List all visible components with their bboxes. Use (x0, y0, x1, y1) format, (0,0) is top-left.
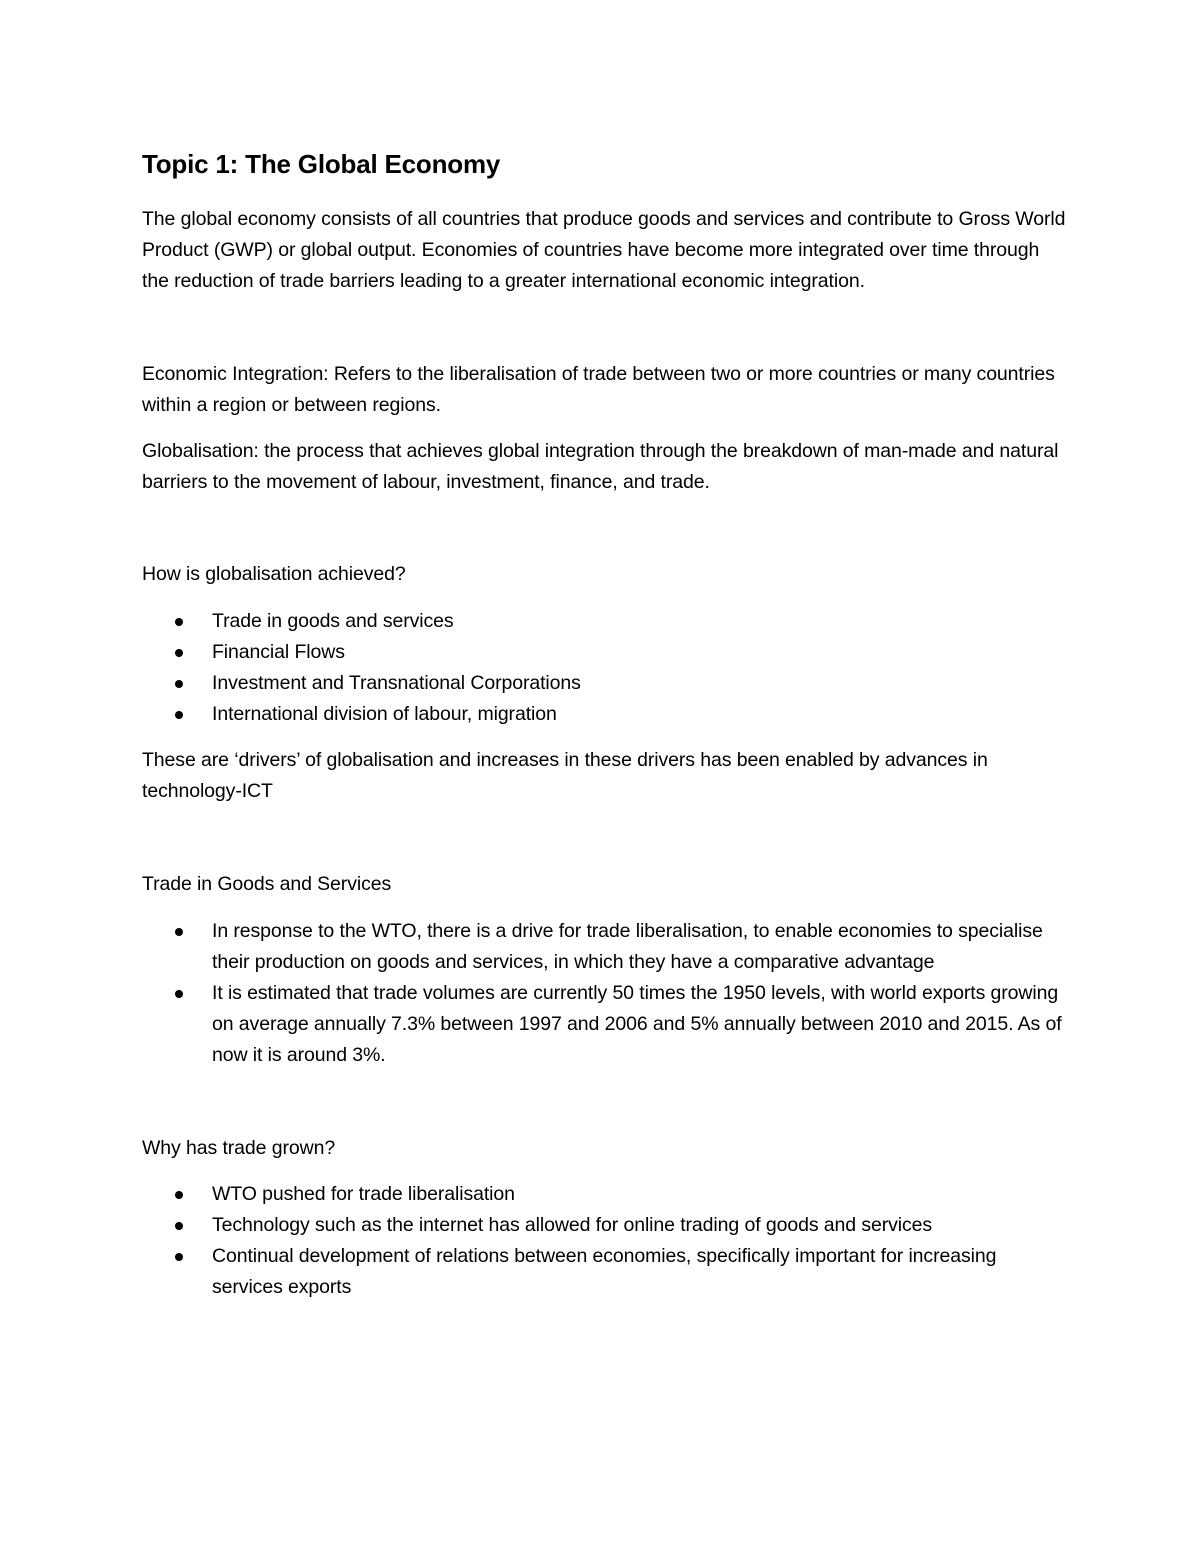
list-item-text: In response to the WTO, there is a drive for trade liberalisation, to enable economies to specialise their production on goods and services, in which they have a comparative advantage (212, 920, 1043, 973)
bullet-icon (175, 928, 183, 936)
list-item-text: Continual development of relations between economies, specifically important for increasing services exports (212, 1245, 997, 1298)
bullet-icon (175, 990, 183, 998)
list-item (142, 699, 1067, 730)
list-item-text: It is estimated that trade volumes are currently 50 times the 1950 levels, with world exports growing on average annually 7.3% between 1997 and 2006 and 5% annually between 2010 and 2015. As of now it is around 3%. (212, 982, 1062, 1066)
document-content (142, 146, 1067, 1303)
list-item (142, 1210, 1067, 1241)
list-item (142, 606, 1067, 637)
bullet-icon (175, 649, 183, 657)
why-list (142, 1179, 1067, 1303)
list-item-text: Technology such as the internet has allowed for online trading of goods and services (212, 1214, 933, 1236)
list-item-text: Trade in goods and services (212, 610, 454, 632)
page-title: Topic 1: The Global Economy (142, 149, 501, 179)
list-item-text: International division of labour, migration (212, 703, 557, 725)
bullet-icon (175, 1191, 183, 1199)
list-item (142, 637, 1067, 668)
list-item-text: Investment and Transnational Corporations (212, 672, 581, 694)
list-item (142, 916, 1067, 978)
list-item (142, 1241, 1067, 1303)
bullet-icon (175, 711, 183, 719)
intro-paragraph: The global economy consists of all countries that produce goods and services and contribute to Gross World Product (GWP) or global output. Economies of countries have become more integrated over time through the reduction of trade barriers leading to a greater international economic integration. (142, 208, 1066, 292)
list-item (142, 978, 1067, 1071)
how-list (142, 606, 1067, 730)
why-heading: Why has trade grown? (142, 1137, 336, 1159)
bullet-icon (175, 1222, 183, 1230)
list-item-text: WTO pushed for trade liberalisation (212, 1183, 515, 1205)
bullet-icon (175, 680, 183, 688)
bullet-icon (175, 1253, 183, 1261)
how-heading: How is globalisation achieved? (142, 563, 406, 585)
economic-integration-definition: Economic Integration: Refers to the liberalisation of trade between two or more countries or many countries within a region or between regions. (142, 363, 1055, 416)
list-item (142, 668, 1067, 699)
bullet-icon (175, 618, 183, 626)
trade-list (142, 916, 1067, 1071)
list-item-text: Financial Flows (212, 641, 345, 663)
trade-heading: Trade in Goods and Services (142, 873, 392, 895)
list-item (142, 1179, 1067, 1210)
drivers-paragraph: These are ‘drivers’ of globalisation and increases in these drivers has been enabled by advances in technology-ICT (142, 749, 988, 802)
globalisation-definition: Globalisation: the process that achieves global integration through the breakdown of man-made and natural barriers to the movement of labour, investment, finance, and trade. (142, 440, 1059, 493)
